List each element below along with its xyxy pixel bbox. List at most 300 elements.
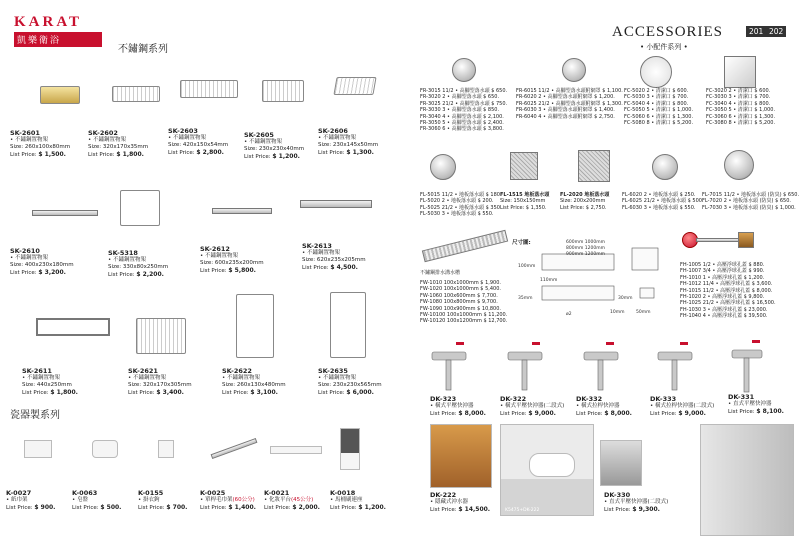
- photo-caption: K5475+DK-222: [505, 508, 540, 513]
- product-price-row: [500, 410, 564, 418]
- product-price: $ 5,800.: [228, 267, 256, 274]
- dimension-section-view: [640, 288, 654, 298]
- product-desc: • 橫式拉桿快沖器(二段式): [650, 403, 715, 409]
- flush-valve-dk332-handle: [606, 342, 614, 345]
- product-code: K-0018: [330, 489, 356, 497]
- product-image-sk2601: [40, 86, 80, 104]
- list-price-label: List Price:: [138, 505, 165, 511]
- product-dk322: [500, 396, 564, 418]
- product-price-row: [222, 389, 286, 397]
- list-price-label: List Price:: [330, 505, 357, 511]
- product-sk2611: [22, 368, 78, 397]
- spec-line: FH-1012 11/4 • 高壓浮球孔蓋 $ 3,600.: [680, 281, 773, 288]
- list-price-label: List Price:: [128, 390, 155, 396]
- product-price: $ 3,200.: [38, 269, 66, 276]
- product-dk222: [430, 492, 490, 514]
- product-dk330: [604, 492, 668, 514]
- product-desc: • 馬桶刷連座: [330, 497, 363, 503]
- list-price-label: List Price:: [318, 150, 345, 156]
- spec-line: FC-3020 2 • 清潔口 $ 600.: [706, 88, 771, 94]
- spec-list-fc5000: [624, 88, 693, 126]
- product-desc: • 皂盤: [72, 497, 88, 503]
- product-price-row: [430, 410, 486, 418]
- product-price-row: [302, 264, 366, 272]
- product-dk331: [728, 394, 784, 416]
- product-price-row: [168, 149, 228, 157]
- product-image-k0025: [211, 438, 258, 459]
- flush-valve-dk322-body: [508, 352, 542, 360]
- spec-line: FC-5080 8 • 清潔口 $ 5,200.: [624, 120, 694, 127]
- spec-list-fh: [680, 262, 776, 320]
- product-price-row: [604, 506, 668, 514]
- product-image-sk2621: [136, 318, 186, 354]
- brand-name: KARAT: [14, 14, 83, 30]
- product-size: Size: 400x230x180mm: [10, 262, 74, 268]
- product-price: $ 3,400.: [156, 389, 184, 396]
- spec-line: FR-3015 11/2 • 高腳型落水頭 $ 650.: [420, 88, 508, 94]
- list-price-label: List Price:: [500, 411, 527, 417]
- spec-list-fl7000: [702, 192, 799, 211]
- product-desc: • 不鏽鋼置物架: [108, 257, 146, 263]
- flush-valve-dk332-pipe: [598, 360, 603, 390]
- spec-line: FH-1015 11/2 • 高壓浮球孔蓋 $ 8,000.: [680, 287, 773, 294]
- product-code: SK-2622: [222, 367, 252, 375]
- product-code: K-0027: [6, 489, 32, 497]
- product-image-fc5000: [640, 56, 672, 88]
- flush-valve-dk323-body: [432, 352, 466, 360]
- flush-valve-dk331-body: [732, 350, 762, 358]
- spec-line: FR-6015 11/2 • 高腳型落水頭附網罩 $ 1,100.: [516, 88, 623, 94]
- product-image-fl2020: [578, 150, 610, 182]
- product-desc: • 橫式平壓快沖器(二段式): [500, 403, 565, 409]
- spec-line: List Price: $ 1,350.: [500, 204, 547, 211]
- product-code: DK-331: [728, 393, 755, 401]
- product-price-row: [72, 504, 121, 512]
- list-price-label: List Price:: [200, 268, 227, 274]
- spec-line: FC-5040 4 • 清潔口 $ 800.: [624, 100, 689, 107]
- product-dk332: [576, 396, 632, 418]
- fw-label: 不鏽鋼排水溝水槽: [420, 270, 461, 276]
- product-desc: • 不鏽鋼置物架: [168, 135, 206, 141]
- section-title-stainless: 不鏽鋼系列: [118, 44, 168, 55]
- product-price: $ 14,500.: [458, 506, 491, 513]
- spec-line: FL-6030 3 • 地板落水頭 $ 550.: [622, 204, 696, 211]
- product-image-dk331-photo: [700, 424, 794, 536]
- spec-line: FH-1005 1/2 • 高壓浮球孔蓋 $ 880.: [680, 262, 765, 268]
- list-price-label: List Price:: [72, 505, 99, 511]
- product-desc: • 化妝平台: [264, 497, 291, 503]
- product-size: Size: 440x250mm: [22, 382, 72, 388]
- product-price: $ 9,000.: [528, 410, 556, 417]
- spec-line: FL-5015 11/2 • 地板落水頭 $ 180.: [420, 192, 502, 198]
- spec-line: FW-10120 100x1200mm $ 12,700.: [420, 318, 508, 325]
- spec-line: FR-3040 4 • 高腳型落水頭 $ 2,100.: [420, 113, 504, 120]
- list-price-label: List Price:: [88, 152, 115, 158]
- product-price-row: [330, 504, 386, 512]
- spec-list-fl5000: [420, 192, 502, 218]
- spec-line: FW-1010 100x1000mm $ 1,900.: [420, 280, 501, 286]
- spec-line: FC-5020 2 • 清潔口 $ 600.: [624, 88, 689, 94]
- product-code: SK-2612: [200, 245, 230, 253]
- spec-line: FR-3030 3 • 高腳型落水頭 $ 850.: [420, 107, 500, 114]
- flush-valve-dk323-pipe: [446, 360, 451, 390]
- product-code: SK-2606: [318, 127, 348, 135]
- product-size: Size: 260x100x80mm: [10, 144, 71, 150]
- product-desc-row: [200, 497, 256, 504]
- product-price: $ 700.: [166, 504, 188, 511]
- product-k0063: [72, 490, 121, 512]
- spec-list-fc3000: [706, 88, 775, 126]
- product-image-fh-arm: [696, 238, 742, 242]
- brand-logo: [14, 14, 102, 47]
- product-price-row: [128, 389, 192, 397]
- product-size: Size: 230x145x50mm: [318, 142, 379, 148]
- product-code: DK-332: [576, 395, 603, 403]
- product-sk2622: [222, 368, 286, 397]
- spec-line: FH-1030 3 • 高壓浮球孔蓋 $ 23,000.: [680, 306, 768, 313]
- product-image-fl5000: [430, 154, 456, 180]
- product-desc: • 不鏽鋼置物架: [10, 255, 48, 261]
- product-image-fl7000: [724, 150, 754, 180]
- product-image-fh-valve: [738, 232, 754, 248]
- product-price: $ 1,400.: [228, 504, 256, 511]
- spec-line: FW-10100 100x1000mm $ 11,200.: [420, 312, 508, 319]
- product-sk2601: [10, 130, 70, 159]
- product-image-fr6000: [562, 58, 586, 82]
- product-price-row: [22, 389, 78, 397]
- spec-line: FR-3060 6 • 高腳型落水頭 $ 3,800.: [420, 126, 504, 133]
- product-image-sk2611: [36, 318, 110, 336]
- dim-label-hole: ø2: [566, 312, 572, 317]
- product-price-row: [244, 153, 304, 161]
- spec-line: FR-3050 5 • 高腳型落水頭 $ 2,400.: [420, 120, 504, 127]
- product-code: DK-323: [430, 395, 457, 403]
- product-price: $ 1,800.: [116, 151, 144, 158]
- spec-line: FL-7015 11/2 • 地板落水頭 (防臭) $ 650.: [702, 192, 800, 198]
- product-code: K-0063: [72, 489, 98, 497]
- product-sk2606: [318, 128, 378, 157]
- product-price-row: [10, 269, 74, 277]
- flush-valve-dk331-pipe: [744, 358, 749, 392]
- product-price-row: [108, 271, 168, 279]
- product-price-row: [88, 151, 148, 159]
- spec-line: FW-1090 100x900mm $ 10,800.: [420, 305, 501, 312]
- product-price: $ 1,800.: [50, 389, 78, 396]
- product-price: $ 9,000.: [678, 410, 706, 417]
- spec-line: FW-1060 100x600mm $ 7,700.: [420, 292, 498, 299]
- product-price: $ 8,000.: [604, 410, 632, 417]
- page-number-right: 202: [766, 26, 786, 37]
- list-price-label: List Price:: [222, 390, 249, 396]
- product-desc: • 不鏽鋼置物架: [222, 375, 260, 381]
- list-price-label: List Price:: [576, 411, 603, 417]
- product-sk5318: [108, 250, 168, 279]
- product-price-row: [200, 504, 256, 512]
- product-dk333: [650, 396, 714, 418]
- spec-line: FH-1020 2 • 高壓浮球孔蓋 $ 9,800.: [680, 294, 765, 301]
- spec-line: FC-3060 6 • 清潔口 $ 1,300.: [706, 113, 776, 120]
- product-size: Size: 320x170x305mm: [128, 382, 192, 388]
- product-desc: • 直式平壓快沖器(二段式): [604, 499, 669, 505]
- product-price: $ 4,500.: [330, 264, 358, 271]
- flush-valve-dk322-handle: [532, 342, 540, 345]
- product-size: Size: 330x80x250mm: [108, 264, 169, 270]
- spec-line: FC-5060 6 • 清潔口 $ 1,300.: [624, 113, 694, 120]
- page-number-left: 201: [746, 26, 766, 37]
- spec-list-fw: [420, 280, 507, 325]
- product-price-row: [430, 506, 490, 514]
- flush-valve-dk331-handle: [752, 340, 760, 343]
- product-price-row: [318, 149, 378, 157]
- product-price: $ 6,000.: [346, 389, 374, 396]
- list-price-label: List Price:: [200, 505, 227, 511]
- list-price-label: List Price:: [318, 390, 345, 396]
- product-image-sk2603: [180, 80, 238, 98]
- flush-valve-dk322-pipe: [522, 360, 527, 390]
- spec-line: FR-6030 3 • 高腳型落水頭附網罩 $ 1,400.: [516, 107, 615, 114]
- product-k0027: [6, 490, 55, 512]
- spec-line: FL-5030 3 • 地板落水頭 $ 550.: [420, 211, 494, 218]
- list-price-label: List Price:: [22, 390, 49, 396]
- product-size: Size: 600x235x200mm: [200, 260, 264, 266]
- dim-label-depth: 35mm: [518, 296, 533, 301]
- spec-line: FH-1007 3/4 • 高壓浮球孔蓋 $ 990.: [680, 268, 765, 275]
- spec-line: FC-3030 3 • 清潔口 $ 700.: [706, 94, 771, 101]
- spec-line: FR-6025 21/2 • 高腳型落水頭附網罩 $ 1,300.: [516, 100, 623, 107]
- list-price-label: List Price:: [264, 505, 291, 511]
- product-image-k0027: [24, 440, 52, 458]
- product-desc: • 不鏽鋼置物架: [88, 137, 126, 143]
- product-price-row: [318, 389, 382, 397]
- product-image-k0018: [340, 428, 360, 470]
- accessories-subtitle: • 小配件系列 •: [640, 43, 688, 51]
- spec-line: FL-5020 2 • 地板落水頭 $ 200.: [420, 198, 494, 205]
- product-price: $ 1,300.: [346, 149, 374, 156]
- product-code: SK-5318: [108, 249, 138, 257]
- dim-label-outlet: 50mm: [636, 310, 651, 315]
- dimension-title: 尺寸圖:: [512, 240, 531, 246]
- product-code: SK-2603: [168, 127, 198, 135]
- list-price-label: List Price:: [244, 154, 271, 160]
- spec-line: FW-1020 100x1000mm $ 5,400.: [420, 286, 501, 293]
- product-price: $ 8,100.: [756, 408, 784, 415]
- flush-valve-dk333-handle: [680, 342, 688, 345]
- product-image-fl6000: [652, 154, 678, 180]
- spec-list-fl1515: [500, 192, 549, 211]
- list-price-label: List Price:: [302, 265, 329, 271]
- product-price-row: [6, 504, 55, 512]
- product-image-fl1515: [510, 152, 538, 180]
- product-price-row: [138, 504, 187, 512]
- product-size: Size: 230x230x40mm: [244, 146, 305, 152]
- spec-line: FC-3080 8 • 清潔口 $ 5,200.: [706, 120, 776, 127]
- brand-chinese: 凱樂衛浴: [14, 32, 102, 47]
- spec-line: FL-7030 3 • 地板落水頭 (防臭) $ 1,000.: [702, 204, 796, 211]
- product-code: SK-2613: [302, 242, 332, 250]
- product-price-row: [264, 504, 320, 512]
- spec-line: FC-3040 4 • 清潔口 $ 800.: [706, 100, 771, 107]
- product-code: DK-330: [604, 491, 631, 499]
- spec-list-fr6000: [516, 88, 623, 120]
- product-price: $ 2,000.: [292, 504, 320, 511]
- product-desc: • 不鏽鋼置物架: [302, 250, 340, 256]
- dim-label-height: 110mm: [540, 278, 558, 283]
- product-desc: • 隱藏式沖水器: [430, 499, 468, 505]
- product-price: $ 9,300.: [632, 506, 660, 513]
- product-sk2613: [302, 243, 366, 272]
- product-k0025: [200, 490, 256, 512]
- product-sk2602: [88, 130, 148, 159]
- product-sk2603: [168, 128, 228, 157]
- product-price: $ 2,200.: [136, 271, 164, 278]
- spec-line: FL-7020 2 • 地板落水頭 (防臭) $ 650.: [702, 198, 791, 205]
- product-price: $ 900.: [34, 504, 56, 511]
- product-desc: • 不鏽鋼置物架: [244, 139, 282, 145]
- product-desc: • 不鏽鋼置物架: [200, 253, 238, 259]
- spec-line: FH-1040 4 • 高壓浮球孔蓋 $ 39,500.: [680, 313, 768, 320]
- product-desc: • 直式平壓快沖器: [728, 401, 772, 407]
- spec-line: FR-6040 4 • 高腳型落水頭附網罩 $ 2,750.: [516, 113, 615, 120]
- product-dk323: [430, 396, 486, 418]
- flush-valve-dk333-body: [658, 352, 692, 360]
- product-desc: • 掛衣鉤: [138, 497, 160, 503]
- product-code: DK-322: [500, 395, 527, 403]
- product-image-sk5318: [120, 190, 160, 226]
- product-image-sk2635: [330, 292, 366, 358]
- product-desc: • 不鏽鋼置物架: [318, 375, 356, 381]
- product-code: K-0021: [264, 489, 290, 497]
- product-size: Size: 320x170x35mm: [88, 144, 149, 150]
- product-price: $ 1,200.: [358, 504, 386, 511]
- product-image-sk2612: [212, 208, 272, 214]
- spec-list-fl6000: [622, 192, 704, 211]
- product-desc: • 不鏽鋼置物架: [318, 135, 356, 141]
- spec-line: FL-6025 21/2 • 地板落水頭 $ 500.: [622, 198, 704, 205]
- product-note: (60公分): [232, 497, 255, 503]
- spec-line: FR-3020 2 • 高腳型落水頭 $ 650.: [420, 94, 500, 101]
- product-desc: • 橫式平壓快沖器: [430, 403, 474, 409]
- spec-list-fr3000: [420, 88, 507, 133]
- dimension-front-view: [542, 286, 614, 300]
- spec-line: FL-1515 地板落水頭: [500, 192, 550, 198]
- list-price-label: List Price:: [10, 270, 37, 276]
- product-image-toilet-photo: [500, 424, 594, 516]
- product-price: $ 500.: [100, 504, 122, 511]
- product-code: SK-2602: [88, 129, 118, 137]
- product-image-sk2602: [112, 86, 160, 102]
- dim-label-slot: 10mm: [610, 310, 625, 315]
- product-k0018: [330, 490, 386, 512]
- list-price-label: List Price:: [430, 411, 457, 417]
- product-desc: • 不鏽鋼置物架: [10, 137, 48, 143]
- product-price-row: [200, 267, 264, 275]
- product-size: Size: 620x235x205mm: [302, 257, 366, 263]
- spec-line: FC-5050 5 • 清潔口 $ 1,000.: [624, 107, 694, 114]
- list-price-label: List Price:: [6, 505, 33, 511]
- product-image-k0155: [158, 440, 174, 458]
- product-image-k0021: [270, 446, 322, 454]
- product-sk2621: [128, 368, 192, 397]
- spec-line: Size: 200x200mm: [560, 198, 606, 205]
- product-desc: • 不鏽鋼置物架: [22, 375, 60, 381]
- flush-valve-dk332-body: [584, 352, 618, 360]
- product-code: K-0025: [200, 489, 226, 497]
- product-image-fc3000: [724, 56, 756, 88]
- product-size: Size: 260x130x480mm: [222, 382, 286, 388]
- list-price-label: List Price:: [108, 272, 135, 278]
- product-price: $ 2,800.: [196, 149, 224, 156]
- spec-line: FL-6020 2 • 地板落水頭 $ 250.: [622, 192, 696, 198]
- dim-label-length-a: 600mm 1000mm: [566, 240, 606, 245]
- product-price: $ 8,000.: [458, 410, 486, 417]
- product-image-fr3000: [452, 58, 476, 82]
- product-code: SK-2610: [10, 247, 40, 255]
- spec-line: FW-1080 100x800mm $ 9,700.: [420, 299, 498, 306]
- spec-line: FR-6020 2 • 高腳型落水頭附網罩 $ 1,200.: [516, 94, 615, 101]
- product-image-sk2606: [333, 77, 376, 95]
- product-desc: • 紙巾架: [6, 497, 28, 503]
- product-size: Size: 420x150x54mm: [168, 142, 229, 148]
- product-price: $ 1,500.: [38, 151, 66, 158]
- product-image-sk2610: [32, 210, 98, 216]
- product-price-row: [650, 410, 714, 418]
- product-image-dk330: [600, 440, 642, 486]
- product-image-sk2605: [262, 80, 304, 102]
- product-desc-row: [264, 497, 320, 504]
- product-image-dk222: [430, 424, 492, 488]
- spec-line: FC-3050 5 • 清潔口 $ 1,000.: [706, 107, 776, 114]
- spec-line: List Price: $ 2,750.: [560, 204, 607, 211]
- spec-line: FL-2020 地板落水頭: [560, 192, 610, 198]
- product-sk2612: [200, 246, 264, 275]
- product-code: SK-2611: [22, 367, 52, 375]
- product-size: Size: 230x230x565mm: [318, 382, 382, 388]
- list-price-label: List Price:: [728, 409, 755, 415]
- product-image-sk2613: [300, 200, 372, 208]
- product-price-row: [10, 151, 70, 159]
- flush-valves-illustration: [420, 336, 800, 396]
- spec-line: FH-1025 21/2 • 高壓浮球孔蓋 $ 16,500.: [680, 300, 776, 307]
- dim-label-flange: 30mm: [618, 296, 633, 301]
- product-code: K-0155: [138, 489, 164, 497]
- spec-line: FC-5030 3 • 清潔口 $ 700.: [624, 94, 689, 101]
- accessories-title: ACCESSORIES: [612, 24, 724, 40]
- product-sk2610: [10, 248, 74, 277]
- product-image-sk2622: [236, 294, 274, 358]
- product-note: (45公分): [291, 497, 314, 503]
- dim-label-length-b: 800mm 1200mm: [566, 246, 606, 251]
- product-price-row: [576, 410, 632, 418]
- list-price-label: List Price:: [650, 411, 677, 417]
- product-code: DK-333: [650, 395, 677, 403]
- spec-line: FR-3025 21/2 • 高腳型落水頭 $ 750.: [420, 100, 508, 107]
- product-k0155: [138, 490, 187, 512]
- spec-line: FH-1010 1 • 高壓浮球孔蓋 $ 1,200.: [680, 274, 765, 281]
- spec-list-fl2020: [560, 192, 609, 211]
- product-price: $ 1,200.: [272, 153, 300, 160]
- list-price-label: List Price:: [604, 507, 631, 513]
- product-k0021: [264, 490, 320, 512]
- product-code: SK-2635: [318, 367, 348, 375]
- product-price: $ 3,100.: [250, 389, 278, 396]
- product-code: SK-2605: [244, 131, 274, 139]
- flush-valve-dk323-handle: [456, 342, 464, 345]
- section-title-ceramic: 瓷器製系列: [10, 410, 60, 421]
- product-code: SK-2601: [10, 129, 40, 137]
- dimension-side-view: [632, 248, 658, 270]
- product-code: SK-2621: [128, 367, 158, 375]
- product-desc: • 橫式拉桿快沖器: [576, 403, 620, 409]
